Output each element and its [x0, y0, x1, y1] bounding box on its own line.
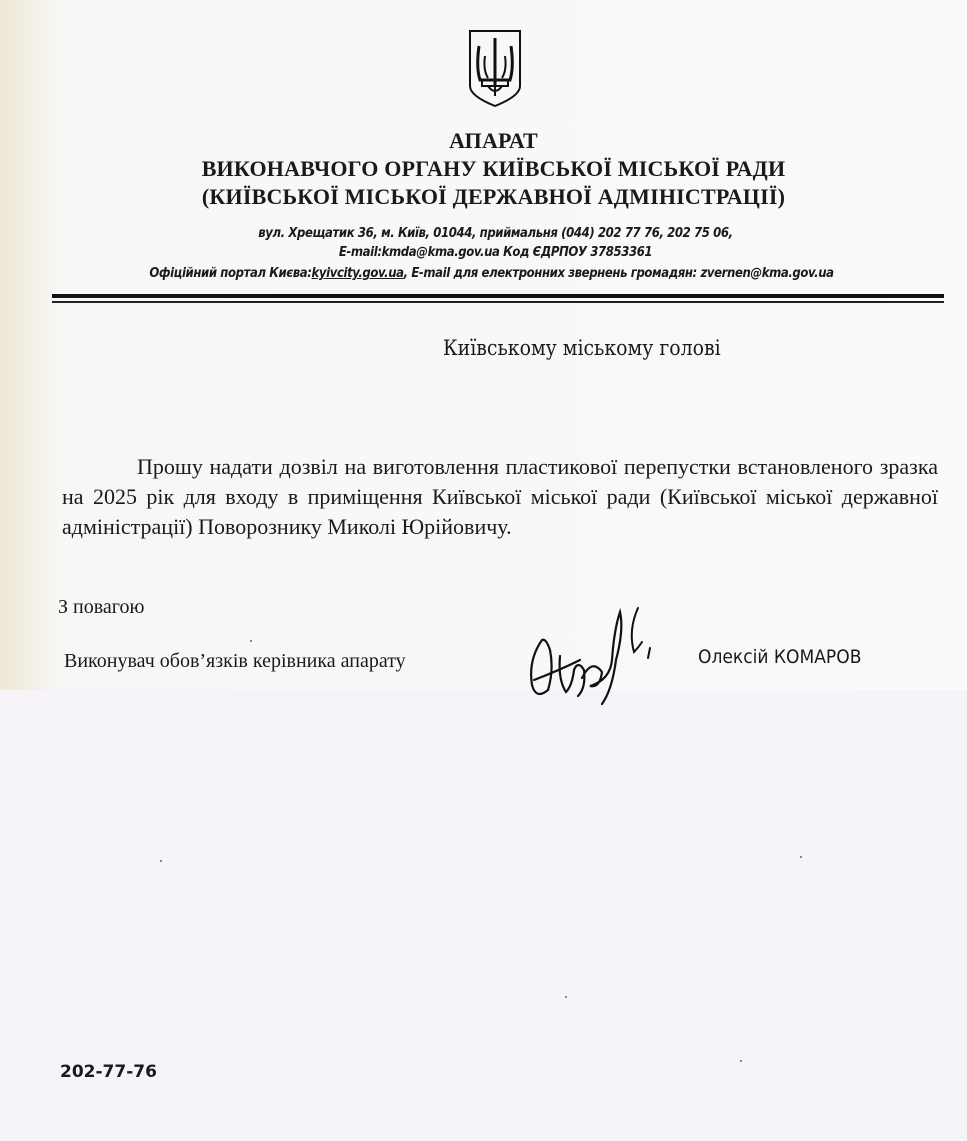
email-line: E-mail:kmda@kma.gov.ua Код ЄДРПОУ 37853361 [338, 245, 653, 260]
signer-name: Олексій КОМАРОВ [698, 646, 862, 668]
scan-speck [740, 1060, 742, 1062]
handwritten-signature-icon [520, 600, 670, 710]
scan-speck [800, 856, 802, 858]
portal-line [8, 266, 967, 281]
org-title-line-2: ВИКОНАВЧОГО ОРГАНУ КИЇВСЬКОЇ МІСЬКОЇ РАДИ [201, 156, 786, 181]
scan-speck [565, 996, 567, 998]
org-title-line-3: (КИЇВСЬКОЇ МІСЬКОЇ ДЕРЖАВНОЇ АДМІНІСТРАЦІЇ) [201, 184, 786, 209]
header-divider-thick [52, 294, 944, 298]
trident-coat-of-arms-icon [466, 28, 524, 108]
org-title-line-1: АПАРАТ [449, 128, 538, 153]
signer-position: Виконувач обов’язків керівника апарату [64, 650, 406, 672]
executor-phone: 202-77-76 [60, 1062, 157, 1082]
header-divider-thin [52, 301, 944, 303]
address-line: вул. Хрещатик 36, м. Київ, 01044, приймальня (044) 202 77 76, 202 75 06, [258, 226, 733, 241]
letter-body: Прошу надати дозвіл на виготовлення пластикової перепустки встановленого зразка на 2025 рік для входу в приміщення Київської міської ради (Київської міської державної адміністрації) Поворознику Миколі Юрійовичу. [62, 454, 938, 539]
scan-speck [250, 640, 252, 642]
portal-link[interactable]: kyivcity.gov.ua [311, 266, 404, 281]
portal-prefix: Офіційний портал Києва: [149, 266, 312, 281]
portal-suffix: , E-mail для електронних звернень громадян: zvernen@kma.gov.ua [403, 266, 834, 281]
closing-regards: З повагою [58, 596, 145, 618]
scan-speck [160, 860, 162, 862]
addressee: Київському міському голові [443, 336, 721, 360]
